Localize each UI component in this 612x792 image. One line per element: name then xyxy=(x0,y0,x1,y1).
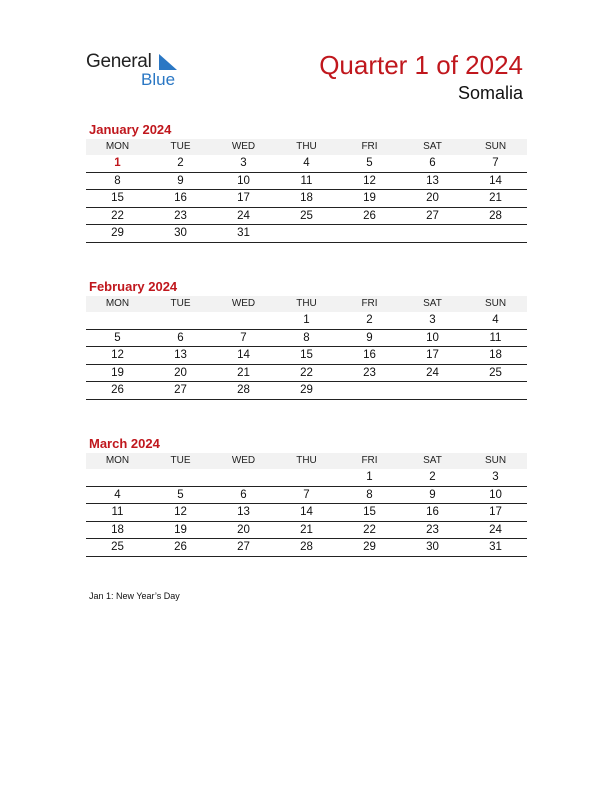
day-cell: 12 xyxy=(86,347,149,365)
day-cell: 15 xyxy=(275,347,338,365)
day-cell: 11 xyxy=(464,330,527,348)
day-cell: 18 xyxy=(275,190,338,208)
day-cell: 4 xyxy=(464,312,527,330)
day-cell: 25 xyxy=(275,208,338,226)
day-cell: 19 xyxy=(86,365,149,383)
empty-day-cell xyxy=(275,469,338,487)
day-cell: 13 xyxy=(401,173,464,191)
weekday-header: WED xyxy=(212,453,275,469)
day-cell: 7 xyxy=(212,330,275,348)
empty-day-cell xyxy=(464,225,527,243)
day-cell: 1 xyxy=(275,312,338,330)
empty-day-cell xyxy=(212,312,275,330)
day-cell: 24 xyxy=(464,522,527,540)
day-cell: 10 xyxy=(401,330,464,348)
day-cell: 6 xyxy=(212,487,275,505)
empty-day-cell xyxy=(275,225,338,243)
weekday-header: FRI xyxy=(338,296,401,312)
empty-day-cell xyxy=(401,225,464,243)
day-cell: 11 xyxy=(275,173,338,191)
weekday-header: FRI xyxy=(338,453,401,469)
day-cell: 4 xyxy=(86,487,149,505)
weekday-header: SAT xyxy=(401,296,464,312)
day-cell: 23 xyxy=(149,208,212,226)
day-cell: 26 xyxy=(338,208,401,226)
weekday-header: MON xyxy=(86,296,149,312)
day-cell: 27 xyxy=(149,382,212,400)
weekday-header: TUE xyxy=(149,296,212,312)
weekday-header: TUE xyxy=(149,139,212,155)
day-cell: 30 xyxy=(149,225,212,243)
weekday-header: SUN xyxy=(464,296,527,312)
day-cell: 16 xyxy=(401,504,464,522)
empty-day-cell xyxy=(338,382,401,400)
day-cell: 20 xyxy=(149,365,212,383)
empty-day-cell xyxy=(149,469,212,487)
holiday-day-cell: 1 xyxy=(86,155,149,173)
day-cell: 20 xyxy=(212,522,275,540)
day-cell: 27 xyxy=(212,539,275,557)
day-cell: 8 xyxy=(275,330,338,348)
day-cell: 23 xyxy=(401,522,464,540)
day-cell: 14 xyxy=(212,347,275,365)
weekday-header: THU xyxy=(275,296,338,312)
month-january xyxy=(86,121,527,243)
day-cell: 9 xyxy=(401,487,464,505)
empty-day-cell xyxy=(464,382,527,400)
day-cell: 7 xyxy=(275,487,338,505)
month-february xyxy=(86,278,527,400)
weekday-header: SUN xyxy=(464,139,527,155)
day-cell: 5 xyxy=(338,155,401,173)
logo-word-blue: Blue xyxy=(141,70,176,89)
empty-day-cell xyxy=(86,469,149,487)
day-cell: 15 xyxy=(86,190,149,208)
day-cell: 1 xyxy=(338,469,401,487)
day-cell: 3 xyxy=(464,469,527,487)
day-cell: 6 xyxy=(149,330,212,348)
day-cell: 19 xyxy=(149,522,212,540)
day-cell: 5 xyxy=(86,330,149,348)
weekday-header: MON xyxy=(86,139,149,155)
country-name: Somalia xyxy=(457,83,523,103)
day-cell: 18 xyxy=(86,522,149,540)
weekday-header: MON xyxy=(86,453,149,469)
calendar-grid xyxy=(86,296,527,400)
day-cell: 16 xyxy=(338,347,401,365)
day-cell: 24 xyxy=(401,365,464,383)
day-cell: 25 xyxy=(86,539,149,557)
day-cell: 9 xyxy=(149,173,212,191)
day-cell: 17 xyxy=(401,347,464,365)
day-cell: 9 xyxy=(338,330,401,348)
day-cell: 17 xyxy=(464,504,527,522)
day-cell: 7 xyxy=(464,155,527,173)
month-title: March 2024 xyxy=(89,436,160,451)
day-cell: 14 xyxy=(464,173,527,191)
month-march xyxy=(86,435,527,557)
day-cell: 17 xyxy=(212,190,275,208)
day-cell: 29 xyxy=(86,225,149,243)
day-cell: 11 xyxy=(86,504,149,522)
day-cell: 26 xyxy=(149,539,212,557)
weekday-header: FRI xyxy=(338,139,401,155)
weekday-header: THU xyxy=(275,139,338,155)
weekday-header: SAT xyxy=(401,453,464,469)
weekday-header: WED xyxy=(212,296,275,312)
day-cell: 8 xyxy=(338,487,401,505)
holiday-note: Jan 1: New Year’s Day xyxy=(89,591,180,601)
day-cell: 31 xyxy=(212,225,275,243)
empty-day-cell xyxy=(338,225,401,243)
day-cell: 27 xyxy=(401,208,464,226)
day-cell: 16 xyxy=(149,190,212,208)
day-cell: 10 xyxy=(212,173,275,191)
empty-day-cell xyxy=(212,469,275,487)
empty-day-cell xyxy=(149,312,212,330)
day-cell: 25 xyxy=(464,365,527,383)
day-cell: 22 xyxy=(338,522,401,540)
day-cell: 22 xyxy=(275,365,338,383)
month-title: January 2024 xyxy=(89,122,172,137)
day-cell: 21 xyxy=(275,522,338,540)
day-cell: 12 xyxy=(338,173,401,191)
day-cell: 21 xyxy=(464,190,527,208)
calendar-grid xyxy=(86,453,527,557)
day-cell: 24 xyxy=(212,208,275,226)
day-cell: 29 xyxy=(275,382,338,400)
generalblue-logo xyxy=(86,51,186,91)
weekday-header: SAT xyxy=(401,139,464,155)
weekday-header: WED xyxy=(212,139,275,155)
day-cell: 19 xyxy=(338,190,401,208)
day-cell: 23 xyxy=(338,365,401,383)
day-cell: 14 xyxy=(275,504,338,522)
weekday-header: TUE xyxy=(149,453,212,469)
day-cell: 18 xyxy=(464,347,527,365)
day-cell: 2 xyxy=(149,155,212,173)
day-cell: 26 xyxy=(86,382,149,400)
day-cell: 28 xyxy=(275,539,338,557)
day-cell: 3 xyxy=(401,312,464,330)
day-cell: 15 xyxy=(338,504,401,522)
day-cell: 28 xyxy=(464,208,527,226)
day-cell: 8 xyxy=(86,173,149,191)
empty-day-cell xyxy=(401,382,464,400)
day-cell: 22 xyxy=(86,208,149,226)
weekday-header: SUN xyxy=(464,453,527,469)
day-cell: 5 xyxy=(149,487,212,505)
empty-day-cell xyxy=(86,312,149,330)
month-title: February 2024 xyxy=(89,279,178,294)
day-cell: 13 xyxy=(149,347,212,365)
day-cell: 30 xyxy=(401,539,464,557)
day-cell: 3 xyxy=(212,155,275,173)
calendar-grid xyxy=(86,139,527,243)
day-cell: 31 xyxy=(464,539,527,557)
day-cell: 2 xyxy=(338,312,401,330)
quarter-title: Quarter 1 of 2024 xyxy=(319,50,523,80)
day-cell: 13 xyxy=(212,504,275,522)
weekday-header: THU xyxy=(275,453,338,469)
day-cell: 10 xyxy=(464,487,527,505)
day-cell: 6 xyxy=(401,155,464,173)
day-cell: 29 xyxy=(338,539,401,557)
day-cell: 20 xyxy=(401,190,464,208)
logo-word-general: General xyxy=(86,51,152,72)
day-cell: 21 xyxy=(212,365,275,383)
day-cell: 2 xyxy=(401,469,464,487)
day-cell: 12 xyxy=(149,504,212,522)
day-cell: 28 xyxy=(212,382,275,400)
day-cell: 4 xyxy=(275,155,338,173)
